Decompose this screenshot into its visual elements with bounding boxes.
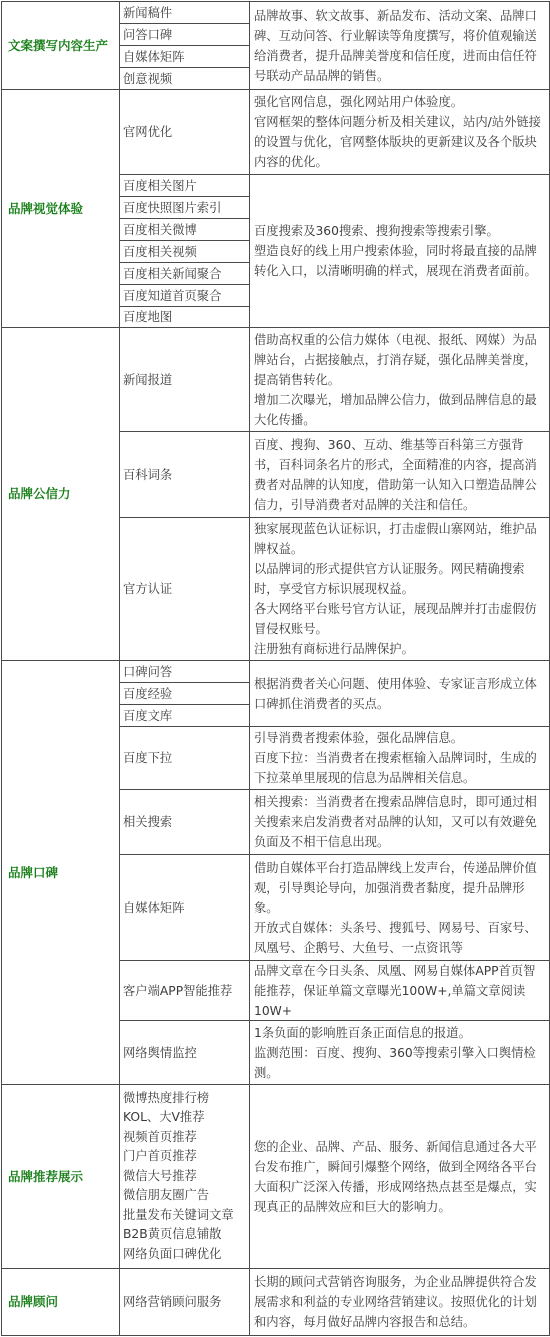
description-cell <box>249 854 550 961</box>
service-item <box>119 306 250 328</box>
description-cell <box>249 726 550 790</box>
service-item-label: 官网优化 <box>123 125 173 139</box>
description-paragraph: 各大网络平台账号官方认证，展现品牌并打击虚假仿冒侵权账号。 <box>254 602 537 636</box>
service-item-label: 门户首页推荐 <box>123 1149 197 1164</box>
service-item-label: 百科词条 <box>123 467 173 482</box>
category-cell <box>1 1084 120 1269</box>
service-item-label: 网络负面口碑优化 <box>123 1246 222 1261</box>
description-paragraph: 长期的顾问式营销咨询服务，为企业品牌提供符合发展需求和利益的专业网络营销建议。按照优化的计划和内容，每月做好品牌内容报告和总结。 <box>254 1275 537 1329</box>
service-item-label: 相关搜索 <box>123 815 173 829</box>
description-paragraph: 注册独有商标进行品牌保护。 <box>254 642 414 656</box>
description-paragraph: 品牌故事、软文故事、新品发布、活动文案、品牌口碑、互动问答、行业解读等角度撰写，将价值观输送给消费者，提升品牌美誉度和信任度，进而由信任符号联动产品品牌的销售。 <box>254 8 537 83</box>
description-paragraph: 品牌文章在今日头条、凤凰、网易自媒体APP首页智能推荐，保证单篇文章曝光100W+,单篇文章阅读10W+ <box>254 963 536 1018</box>
description-paragraph: 借助高权重的公信力媒体（电视、报纸、网媒）为品牌站台，占据接触点，打消存疑，强化品牌美誉度，提高销售转化。 <box>254 332 537 387</box>
service-item <box>119 240 250 263</box>
description-cell <box>249 174 550 328</box>
service-item-label: 新闻稿件 <box>123 5 173 20</box>
description-paragraph: 官网框架的整体问题分析及相关建议，站内/站外链接的设置与优化，官网整体版块的更新建议及各个版块内容的优化。 <box>254 115 541 169</box>
service-item-label: 创意视频 <box>123 71 173 86</box>
service-item <box>119 682 250 705</box>
service-item-label: 视频首页推荐 <box>123 1129 197 1144</box>
service-item <box>119 1020 250 1085</box>
service-item <box>119 196 250 219</box>
service-item-label: 官方认证 <box>123 582 173 596</box>
service-item-label: 微信朋友圈广告 <box>123 1188 210 1203</box>
service-item-label: 微信大号推荐 <box>123 1168 197 1183</box>
service-item <box>119 1268 250 1336</box>
description-paragraph: 监测范围：百度、搜狗、360等搜索引擎入口舆情检测。 <box>254 1045 536 1080</box>
category-label: 文案撰写内容生产 <box>8 37 109 53</box>
service-item-label: 百度快照图片索引 <box>123 200 222 215</box>
description-paragraph: 引导消费者搜索体验，强化品牌信息。 <box>254 731 464 745</box>
service-item-label: 微博热度排行榜 <box>123 1090 210 1105</box>
service-item-label: 百度经验 <box>123 686 173 701</box>
description-paragraph: 增加二次曝光，增加品牌公信力，做到品牌信息的最大化传播。 <box>254 392 537 427</box>
description-paragraph: 借助自媒体平台打造品牌线上发声台，传递品牌价值观，引导舆论导向，加强消费者黏度，提升品牌形象。 <box>254 860 537 915</box>
service-item <box>119 45 250 68</box>
description-cell <box>249 1084 550 1269</box>
service-item-label: 客户端APP智能推荐 <box>123 983 233 998</box>
description-paragraph: 塑造良好的线上用户搜索体验，同时将最直接的品牌转化入口，以清晰明确的样式，展现在消费者面前。 <box>254 244 537 278</box>
service-item <box>119 284 250 307</box>
description-paragraph: 百度、搜狗、360、互动、维基等百科第三方强背书，百科词条名片的形式，全面精准的内容，提高消费者对品牌的认知度，借助第一认知入口塑造品牌公信力，引导消费者对品牌的关注和信任。 <box>254 437 537 512</box>
service-item-label: 问答口碑 <box>123 27 173 42</box>
description-paragraph: 百度搜索及360搜索、搜狗搜索等搜索引擎。 <box>254 224 499 238</box>
service-item <box>119 174 250 197</box>
category-label: 品牌口碑 <box>8 864 59 880</box>
service-item-label: KOL、大V推荐 <box>123 1110 205 1125</box>
service-item <box>119 726 250 790</box>
service-item-label: 网络营销顾问服务 <box>123 1295 222 1309</box>
service-item-label: 批量发布关键词文章 <box>123 1207 234 1222</box>
service-item-label: 新闻报道 <box>123 372 173 387</box>
description-paragraph: 1条负面的影响胜百条正面信息的报道。 <box>254 1025 471 1040</box>
service-item <box>119 704 250 727</box>
category-cell <box>1 89 120 328</box>
service-item-label: B2B黄页信息铺散 <box>123 1227 222 1242</box>
service-item <box>119 960 250 1021</box>
description-cell <box>249 517 550 661</box>
service-item-label: 百度相关新闻聚合 <box>123 266 222 281</box>
service-item-label: 网络舆情监控 <box>123 1045 197 1060</box>
service-item <box>119 517 250 661</box>
service-item <box>119 660 250 683</box>
description-cell <box>249 327 550 432</box>
service-item-label: 百度相关微博 <box>123 222 197 237</box>
description-paragraph: 独家展现蓝色认证标识，打击虚假山寨网站，维护品牌权益。 <box>254 522 537 556</box>
description-cell <box>249 660 550 727</box>
service-item-label: 自媒体矩阵 <box>123 900 185 915</box>
service-item-label: 百度下拉 <box>123 751 173 765</box>
service-item-label: 百度相关图片 <box>123 178 197 193</box>
service-item-label: 自媒体矩阵 <box>123 49 185 64</box>
service-item-label: 百度相关视频 <box>123 244 197 259</box>
category-label: 品牌视觉体验 <box>8 200 84 216</box>
service-item <box>119 854 250 961</box>
service-item <box>119 89 250 175</box>
description-paragraph: 根据消费者关心问题、使用体验、专家证言形成立体口碑抓住消费者的买点。 <box>254 676 537 711</box>
service-item <box>119 23 250 46</box>
description-paragraph: 您的企业、品牌、产品、服务、新闻信息通过各大平台发布推广，瞬间引爆整个网络，做到全网络各平台大面积广泛深入传播，形成网络热点甚至是爆点，实现真正的品牌效应和巨大的影响力。 <box>254 1139 537 1214</box>
category-label: 品牌顾问 <box>8 1294 59 1309</box>
service-item-label: 百度地图 <box>123 310 173 324</box>
category-cell <box>1 1268 120 1336</box>
description-paragraph: 百度下拉：当消费者在搜索框输入品牌词时，生成的下拉菜单里展现的信息为品牌相关信息。 <box>254 751 537 785</box>
service-item-label: 百度知道首页聚合 <box>123 288 222 303</box>
category-label: 品牌推荐展示 <box>8 1168 84 1184</box>
description-cell <box>249 89 550 175</box>
service-item-label: 口碑问答 <box>123 664 173 679</box>
service-item <box>119 67 250 90</box>
description-paragraph: 强化官网信息，强化网站用户体验度。 <box>254 95 464 109</box>
service-item <box>119 1 250 24</box>
service-item <box>119 789 250 855</box>
category-cell <box>1 1 120 90</box>
service-item <box>119 218 250 241</box>
description-cell <box>249 1268 550 1336</box>
description-paragraph: 相关搜索：当消费者在搜索品牌信息时，即可通过相关搜索来启发消费者对品牌的认知，又可以有效避免负面及不相干信息出现。 <box>254 795 537 849</box>
description-cell <box>249 960 550 1021</box>
service-item <box>119 431 250 518</box>
service-item-label: 百度文库 <box>123 708 173 723</box>
category-cell <box>1 660 120 1085</box>
category-cell <box>1 327 120 661</box>
service-item <box>119 262 250 285</box>
service-item <box>119 327 250 432</box>
description-cell <box>249 1 550 90</box>
description-paragraph: 开放式自媒体：头条号、搜狐号、网易号、百家号、凤凰号、企鹅号、大鱼号、一点资讯等 <box>254 920 537 955</box>
category-label: 品牌公信力 <box>8 486 71 501</box>
service-item-list <box>119 1084 250 1269</box>
description-cell <box>249 789 550 855</box>
description-cell <box>249 431 550 518</box>
description-cell <box>249 1020 550 1085</box>
description-paragraph: 以品牌词的形式提供官方认证服务。网民精确搜索时，享受官方标识展现权益。 <box>254 562 525 596</box>
